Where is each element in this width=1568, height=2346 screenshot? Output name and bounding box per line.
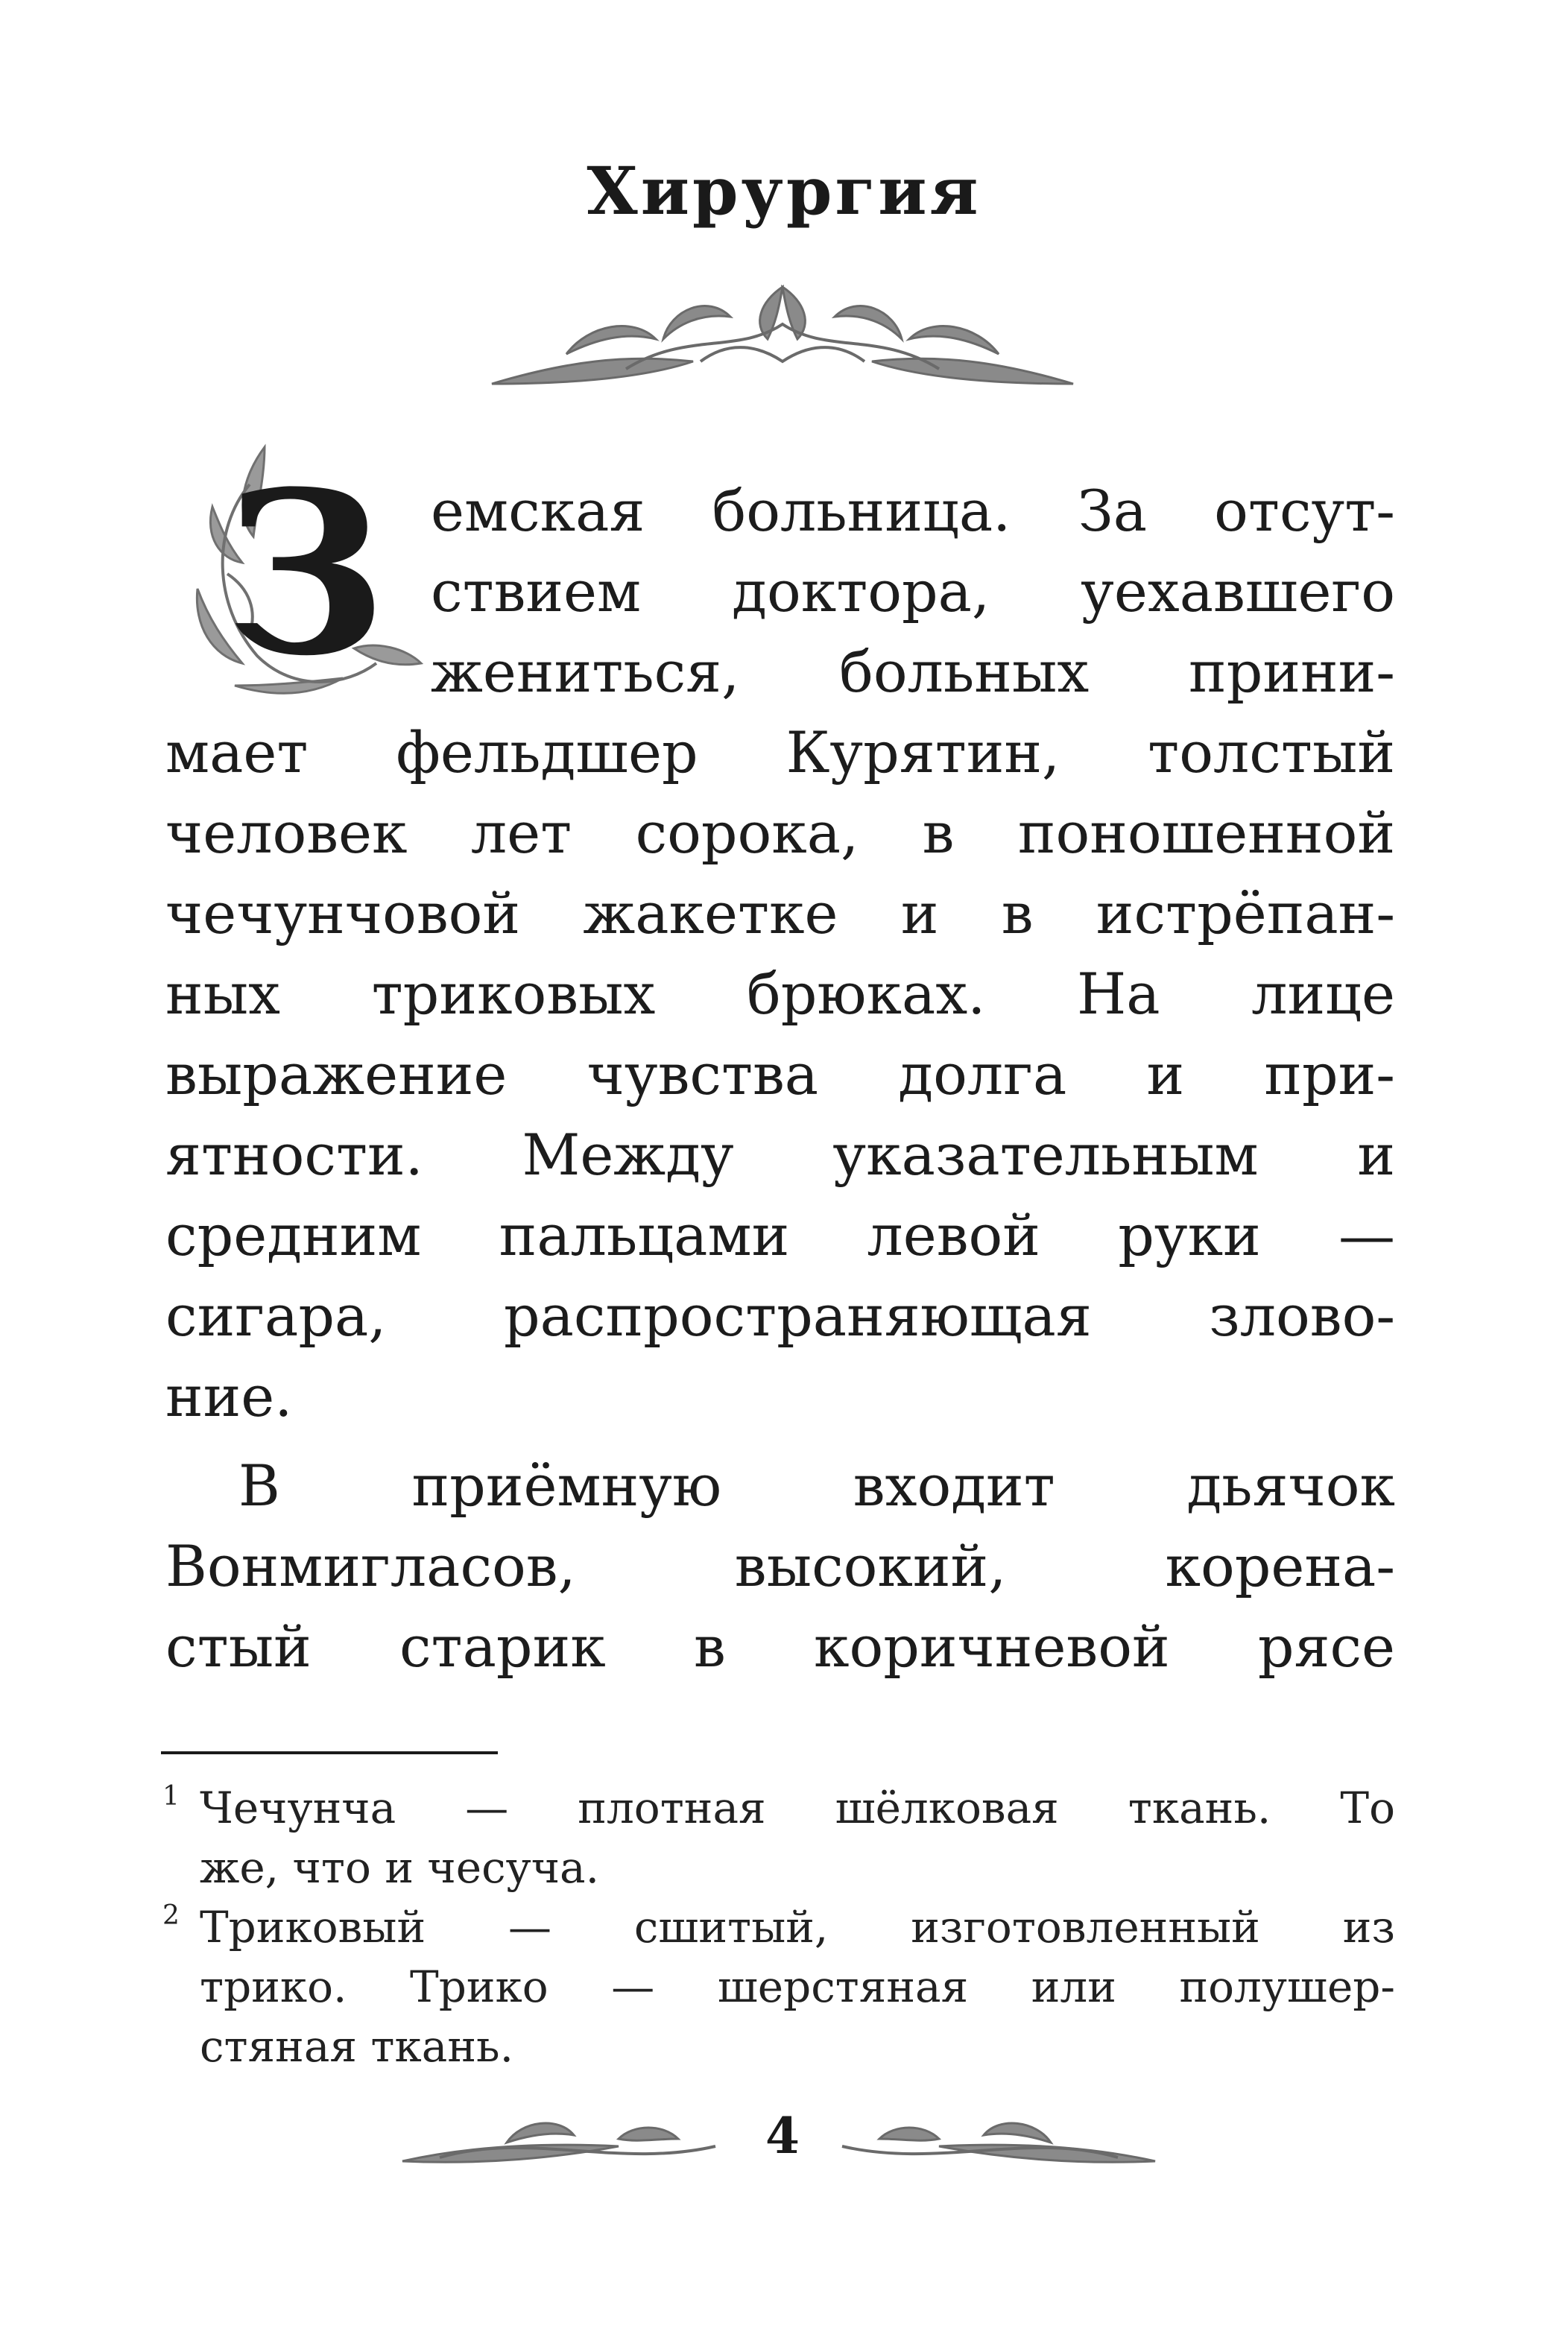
- drop-cap: [183, 440, 429, 708]
- page-title: Хирургия: [587, 152, 981, 230]
- body-line: ствием доктора, уехавшего: [431, 558, 1395, 625]
- flourish-ornament-bottom-left: [395, 2102, 723, 2191]
- flourish-ornament-bottom-right: [835, 2102, 1163, 2191]
- footnote-line: Триковый — сшитый, изготовленный из: [200, 1902, 1395, 1953]
- drop-cap-letter: З: [224, 442, 387, 705]
- body-line: ние.: [165, 1363, 293, 1429]
- body-line: Вонмигласов, высокий, корена-: [165, 1533, 1395, 1599]
- body-line: ных триковых брюках. На лице: [165, 961, 1395, 1027]
- body-line: сигара, распространяющая злово-: [165, 1283, 1395, 1349]
- page-number: 4: [765, 2107, 800, 2165]
- footnote-line: же, что и чесуча.: [200, 1842, 600, 1893]
- footnote-line: трико. Трико — шерстяная или полушер-: [200, 1961, 1395, 2012]
- body-line: человек лет сорока, в поношенной: [165, 800, 1395, 866]
- footnote-line: Чечунча — плотная шёлковая ткань. То: [200, 1783, 1395, 1833]
- footnote-divider: [161, 1751, 498, 1754]
- body-line: жениться, больных прини-: [431, 639, 1395, 705]
- footnote-mark: 2: [162, 1900, 180, 1931]
- body-line: емская больница. За отсут-: [431, 478, 1395, 544]
- body-line: средним пальцами левой руки —: [165, 1202, 1395, 1268]
- body-line: ятности. Между указательным и: [165, 1122, 1395, 1188]
- flourish-ornament-top: [477, 272, 1088, 399]
- body-line: выражение чувства долга и при-: [165, 1041, 1395, 1107]
- body-line: стый старик в коричневой рясе: [165, 1613, 1395, 1680]
- body-line: чечунчовой жакетке и в истрёпан-: [165, 880, 1395, 946]
- body-line: В приёмную входит дьячок: [238, 1452, 1395, 1519]
- footnote-line: стяная ткань.: [200, 2021, 514, 2072]
- footnote-mark: 1: [162, 1781, 180, 1812]
- body-line: мает фельдшер Курятин, толстый: [165, 719, 1395, 785]
